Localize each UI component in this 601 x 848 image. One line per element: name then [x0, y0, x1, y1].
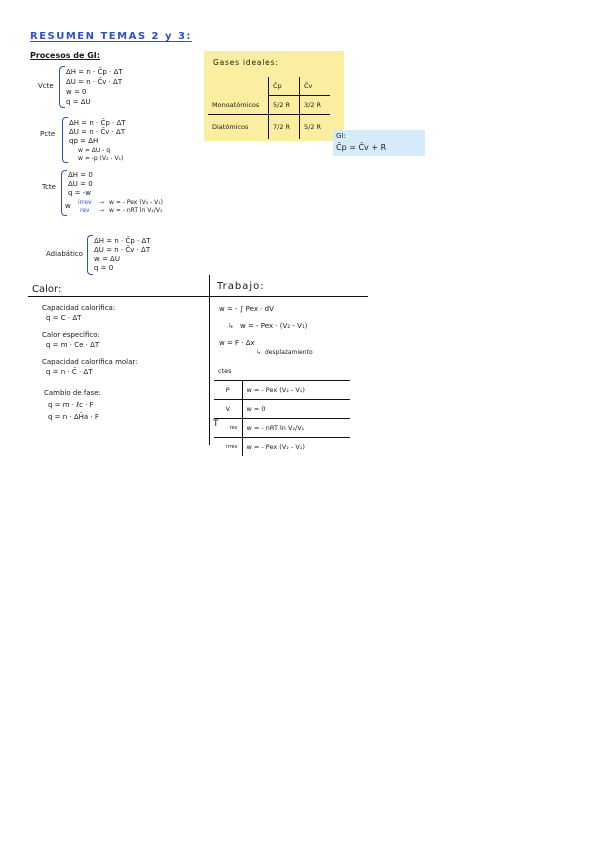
cell-cp: 5/2 R — [269, 96, 300, 115]
row-name: Monoatómicos — [208, 96, 269, 115]
calor-heading: Calor: — [32, 284, 62, 295]
formula-line: ΔU = n · C̄v · ΔT — [69, 128, 126, 136]
brace-icon — [87, 235, 93, 275]
trabajo-eq: w = F · Δx — [219, 339, 255, 347]
const-cell: rev — [214, 419, 242, 438]
formula-line: ΔH = n · C̄p · ΔT — [94, 237, 151, 245]
calor-item-formula: q = n · ΔH̄a · F — [48, 413, 99, 421]
section-divider — [28, 296, 368, 297]
page-title: RESUMEN TEMAS 2 y 3: — [30, 31, 192, 42]
row-name: Diatómicos — [212, 123, 249, 131]
trabajo-heading: Trabajo: — [217, 281, 265, 292]
arrow-right-icon: → — [99, 199, 105, 206]
gases-table — [208, 77, 330, 139]
cell-cv: 3/2 R — [300, 96, 331, 115]
formula-line: w = - Pex (V₂ - V₁) — [109, 199, 163, 206]
trabajo-eq: w = - Pex · (V₂ - V₁) — [240, 322, 308, 330]
brace-icon — [62, 117, 68, 163]
calor-item-name: Capacidad calorífica: — [42, 304, 116, 312]
const-cell: irrev — [214, 438, 242, 457]
formula-line: ΔH = n · C̄p · ΔT — [66, 68, 123, 76]
calor-item-formula: q = m · Ce · ΔT — [46, 341, 100, 349]
formula-cell: w = - Pex (V₂ - V₁) — [242, 381, 350, 400]
trabajo-note: desplazamiento — [265, 349, 313, 356]
constantes-table — [214, 362, 350, 456]
formula-line: w — [65, 202, 71, 210]
process-label: Vcte — [38, 82, 54, 90]
formula-line: ΔU = 0 — [68, 180, 93, 188]
irrev-tag: irrev — [78, 199, 92, 206]
formula-line: qp = ΔH — [69, 137, 99, 145]
col-cp: C̄p — [269, 77, 300, 96]
t-label: T — [213, 419, 219, 429]
formula-cell: w = - Pex (V₂ - V₁) — [246, 443, 305, 451]
process-label: Pcte — [40, 130, 56, 138]
cell-cv: 5/2 R — [300, 115, 331, 140]
formula-line: q = 0 — [94, 264, 114, 272]
gi-label: GI: — [336, 132, 346, 140]
gases-heading: Gases ideales: — [213, 58, 279, 67]
formula-line: ΔU = n · C̄v · ΔT — [66, 78, 123, 86]
procesos-heading: Procesos de GI: — [30, 51, 100, 60]
col-cv: C̄v — [300, 77, 331, 96]
calor-item-formula: q = n · C̄ · ΔT — [46, 368, 93, 376]
formula-line: q = -w — [68, 189, 92, 197]
formula-line: ΔH = n · C̄p · ΔT — [69, 119, 126, 127]
trabajo-eq: w = - ∫ Pex · dV — [219, 305, 274, 313]
arrow-hook-icon: ↳ — [256, 349, 262, 356]
brace-icon — [59, 66, 65, 108]
calor-item-formula: q = m · ℓc · F — [48, 401, 94, 409]
formula-line: w = ΔU — [94, 255, 120, 263]
formula-line: w = ΔU - q — [78, 147, 111, 154]
column-divider — [209, 275, 210, 445]
formula-line: w = - nRT ln V₂/V₁ — [109, 207, 163, 214]
formula-line: w = -p (V₂ - V₁) — [78, 155, 124, 162]
calor-item-name: Cambio de fase: — [44, 389, 101, 397]
table-header: ctes — [214, 362, 242, 381]
formula-cell: w = - nRT ln V₂/V₁ — [242, 419, 350, 438]
formula-line: ΔU = n · C̄v · ΔT — [94, 246, 151, 254]
arrow-right-icon: → — [99, 207, 105, 214]
process-label: Adiabático — [46, 250, 83, 258]
calor-item-formula: q = C · ΔT — [46, 314, 82, 322]
const-cell: V — [214, 400, 242, 419]
formula-cell: w = 0 — [242, 400, 350, 419]
process-label: Tcte — [42, 183, 56, 191]
rev-tag: rev — [80, 207, 90, 214]
formula-line: q = ΔU — [66, 98, 91, 106]
formula-line: w = 0 — [66, 88, 87, 96]
cell-cp: 7/2 R — [269, 115, 300, 140]
formula-line: ΔH = 0 — [68, 171, 93, 179]
calor-item-name: Calor específico: — [42, 331, 100, 339]
gi-formula: C̄p = C̄v + R — [336, 143, 387, 152]
arrow-hook-icon: ↳ — [228, 322, 234, 330]
calor-item-name: Capacidad calorífica molar: — [42, 358, 138, 366]
const-cell: P — [214, 381, 242, 400]
